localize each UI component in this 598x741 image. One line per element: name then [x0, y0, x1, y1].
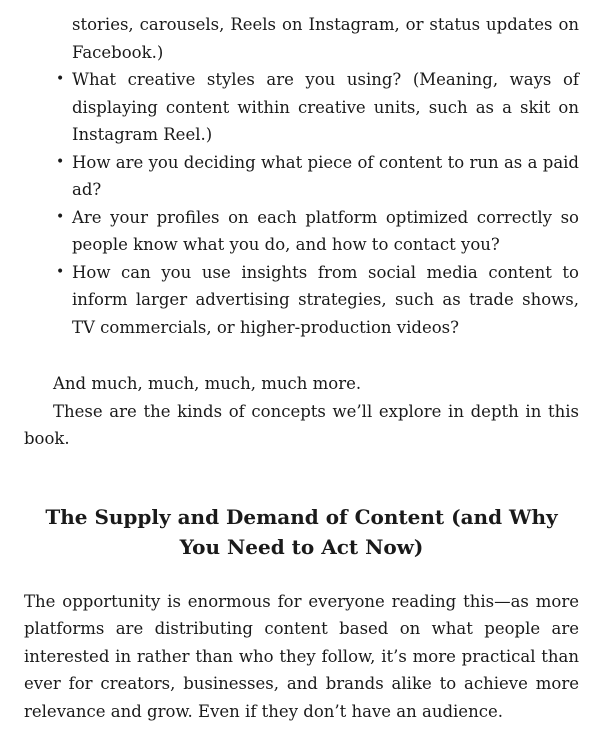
section-heading: The Supply and Demand of Content (and Why You Need to Act Now)	[45, 504, 558, 559]
list-item	[24, 149, 579, 204]
book-page	[24, 0, 579, 725]
bullet-text: Are your profiles on each platform optimized correctly so people know what you do, and how to contact you?	[72, 207, 579, 254]
bullet-text: How are you deciding what piece of content to run as a paid ad?	[72, 152, 579, 199]
bullet-dot-icon: •	[56, 263, 65, 280]
list-item	[24, 66, 579, 149]
bullet-dot-icon: •	[56, 71, 65, 87]
paragraph-opportunity: The opportunity is enormous for everyone reading this—as more platforms are distributing content based on what people are interested in rather than who they follow, it’s more practical than ever for creators, businesses, and brands alike to achieve more relevance and grow. Even if they don’t have an audience.	[24, 591, 579, 721]
bullet-continuation: stories, carousels, Reels on Instagram, or status updates on Facebook.)	[72, 15, 579, 62]
paragraph-much-more: And much, much, much, much more.	[53, 374, 362, 393]
bullet-dot-icon: •	[56, 153, 65, 170]
list-item	[24, 259, 579, 342]
bullet-list	[24, 66, 579, 341]
bullet-text: How can you use insights from social media content to inform larger advertising strategies, such as trade shows, TV commercials, or higher-production videos?	[72, 262, 579, 337]
paragraph-concepts: These are the kinds of concepts we’ll explore in depth in this book.	[24, 401, 579, 448]
bullet-text: What creative styles are you using? (Meaning, ways of displaying content within creative units, such as a skit on Instagram Reel.)	[72, 70, 579, 144]
list-item	[24, 204, 579, 259]
bullet-dot-icon: •	[56, 208, 65, 225]
